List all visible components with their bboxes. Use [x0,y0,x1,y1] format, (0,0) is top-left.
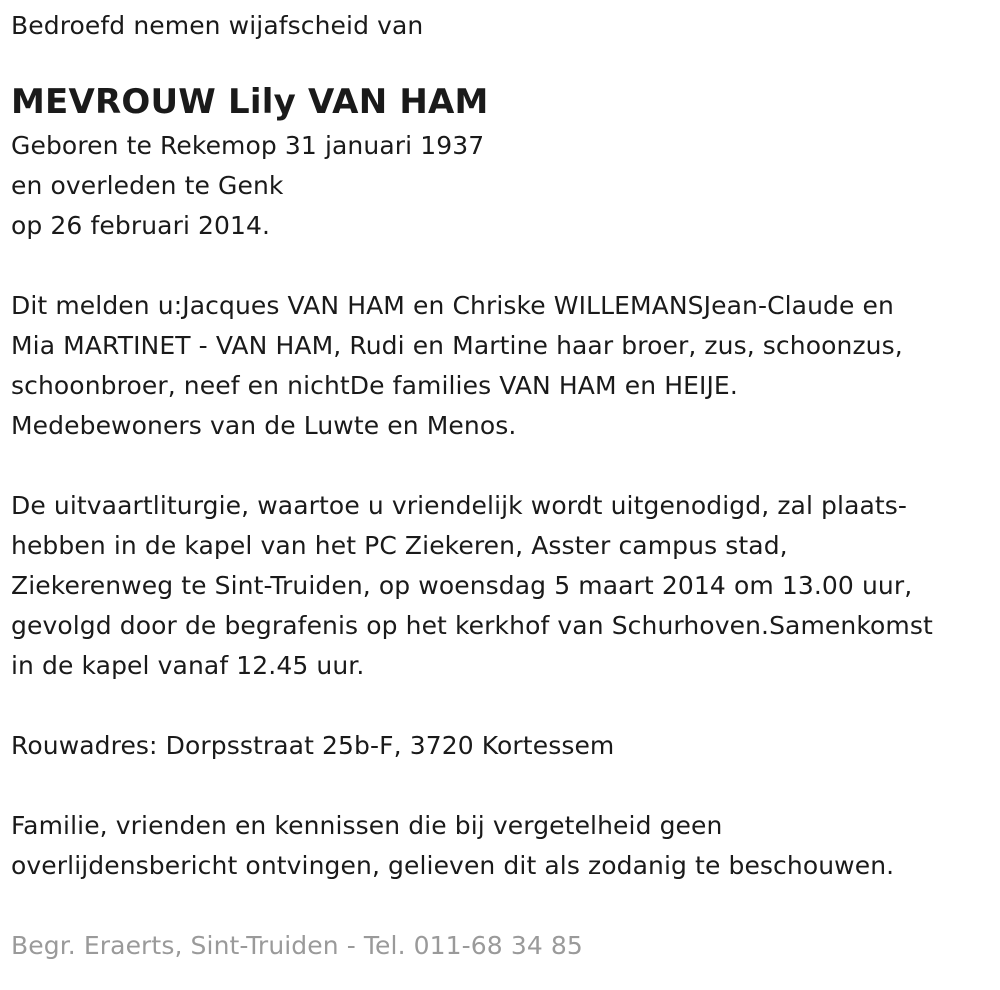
spacer [11,246,996,286]
notice-line: Familie, vrienden en kennissen die bij vergetelheid geen [11,811,723,840]
birth-death-details [11,126,996,246]
funeral-home-footer: Begr. Eraerts, Sint-Truiden - Tel. 011-68 34 85 [11,931,583,960]
mourners-line: Dit melden u:Jacques VAN HAM en Chriske WILLEMANSJean-Claude en [11,291,894,320]
death-date-line: op 26 februari 2014. [11,211,271,240]
ceremony-line: Ziekerenweg te Sint-Truiden, op woensdag 5 maart 2014 om 13.00 uur, [11,571,913,600]
spacer [11,686,996,726]
mourners-line: schoonbroer, neef en nichtDe families VAN HAM en HEIJE. [11,371,738,400]
intro-text: Bedroefd nemen wijafscheid van [11,11,424,40]
spacer [11,446,996,486]
spacer [11,886,996,926]
obituary-notice [11,6,996,966]
notice-line: overlijdensbericht ontvingen, gelieven dit als zodanig te beschouwen. [11,851,895,880]
notice-paragraph [11,806,996,886]
mourning-address: Rouwadres: Dorpsstraat 25b-F, 3720 Kortessem [11,731,615,760]
mourners-line: Medebewoners van de Luwte en Menos. [11,411,517,440]
spacer [11,766,996,806]
deceased-name-block [11,46,996,126]
deceased-name: MEVROUW Lily VAN HAM [11,82,489,122]
mourners-line: Mia MARTINET - VAN HAM, Rudi en Martine haar broer, zus, schoonzus, [11,331,903,360]
ceremony-paragraph [11,486,996,686]
ceremony-line: De uitvaartliturgie, waartoe u vriendelijk wordt uitgenodigd, zal plaats- [11,491,908,520]
birth-line: Geboren te Rekemop 31 januari 1937 [11,131,485,160]
death-place-line: en overleden te Genk [11,171,284,200]
ceremony-line: gevolgd door de begrafenis op het kerkhof van Schurhoven.Samenkomst [11,611,933,640]
ceremony-line: hebben in de kapel van het PC Ziekeren, Asster campus stad, [11,531,788,560]
mourners-paragraph [11,286,996,446]
ceremony-line: in de kapel vanaf 12.45 uur. [11,651,365,680]
